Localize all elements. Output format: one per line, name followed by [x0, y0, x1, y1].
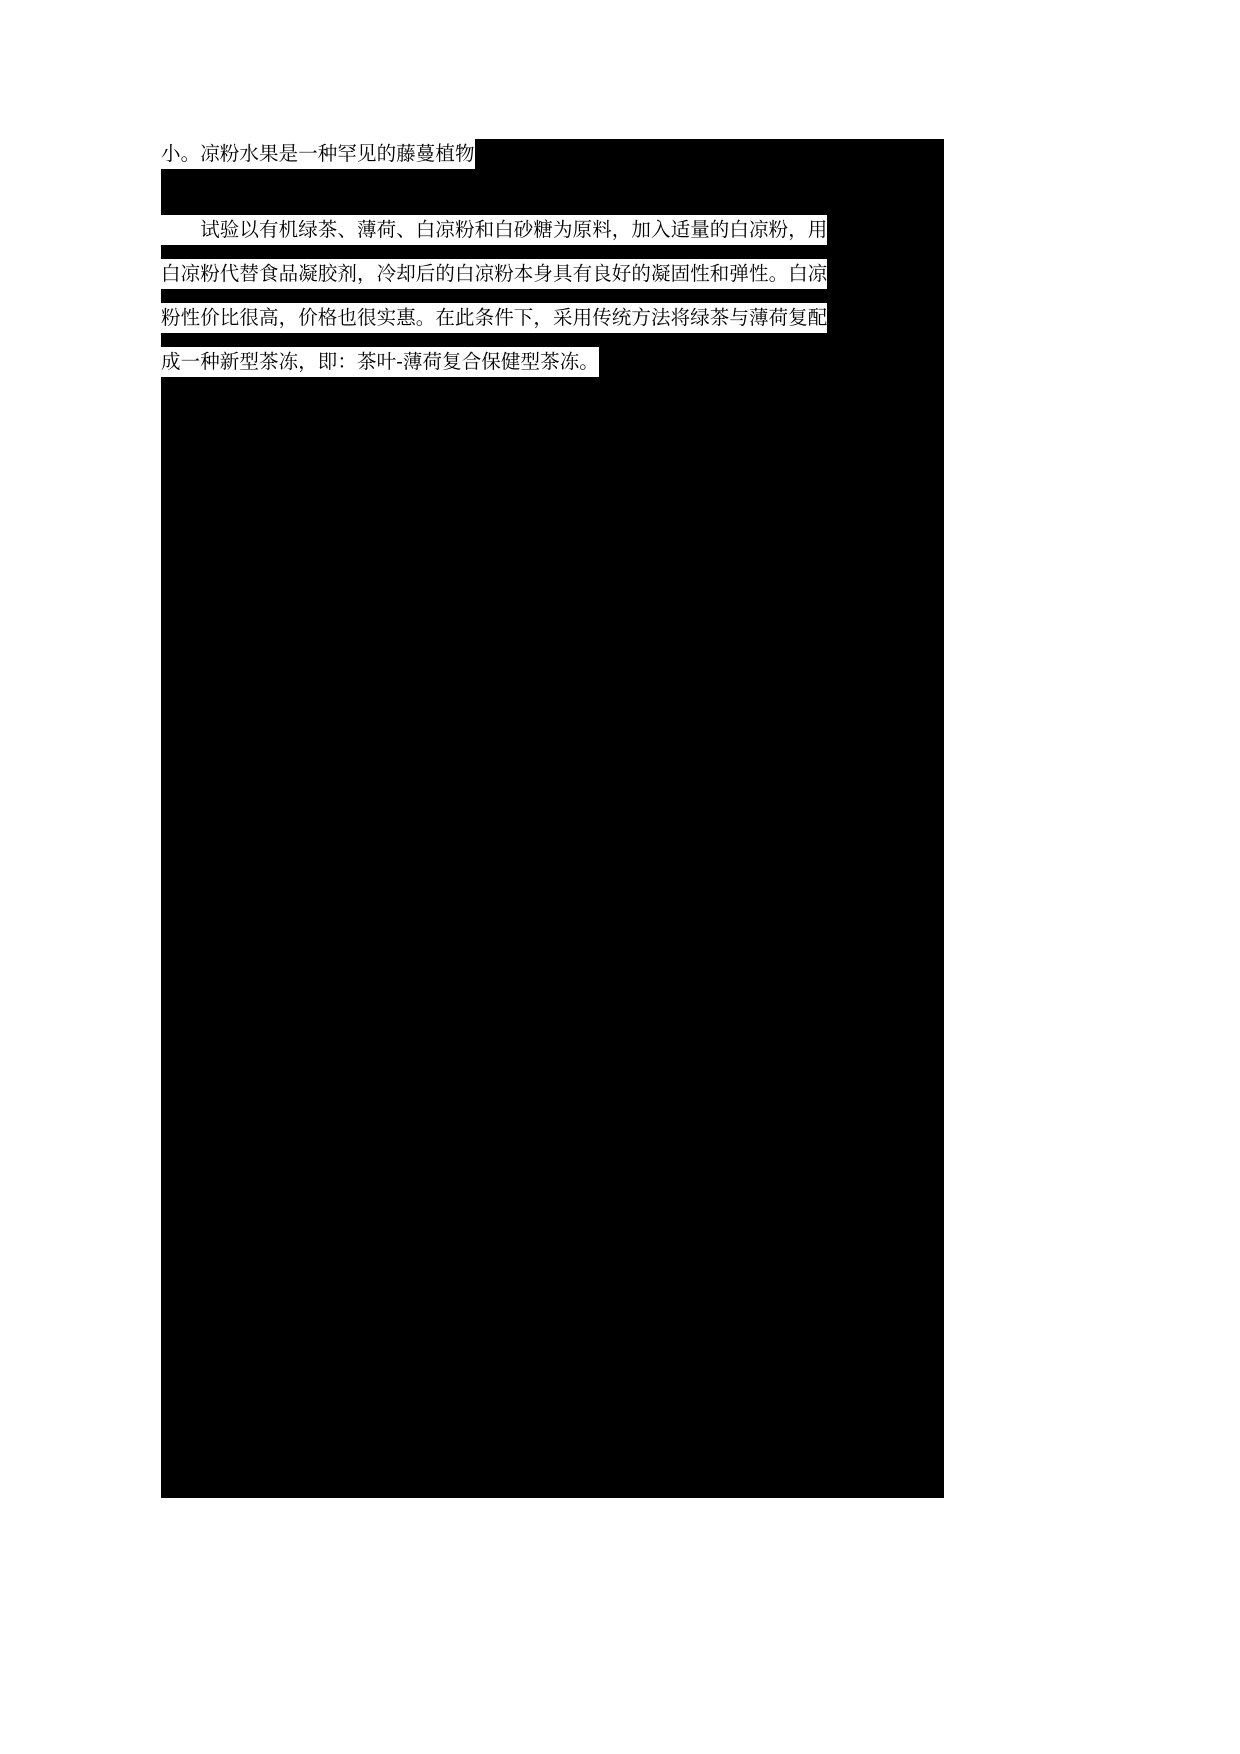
- line-spacer: [161, 333, 944, 347]
- line-spacer: [161, 245, 944, 259]
- paragraph-main: [161, 215, 944, 377]
- text-line: 小。凉粉水果是一种罕见的藤蔓植物: [161, 139, 475, 169]
- text-fragment-top: [161, 139, 944, 169]
- text-line: 试验以有机绿茶、薄荷、白凉粉和白砂糖为原料，加入适量的白凉粉，用: [161, 215, 827, 245]
- paragraph-gap: [161, 169, 944, 215]
- text-line: 白凉粉代替食品凝胶剂，冷却后的白凉粉本身具有良好的凝固性和弹性。白凉: [161, 259, 827, 289]
- document-text-layer: [161, 139, 944, 377]
- text-line: 粉性价比很高，价格也很实惠。在此条件下，采用传统方法将绿茶与薄荷复配: [161, 303, 827, 333]
- line-spacer: [161, 289, 944, 303]
- text-line: 成一种新型茶冻，即：茶叶-薄荷复合保健型茶冻。: [161, 347, 599, 377]
